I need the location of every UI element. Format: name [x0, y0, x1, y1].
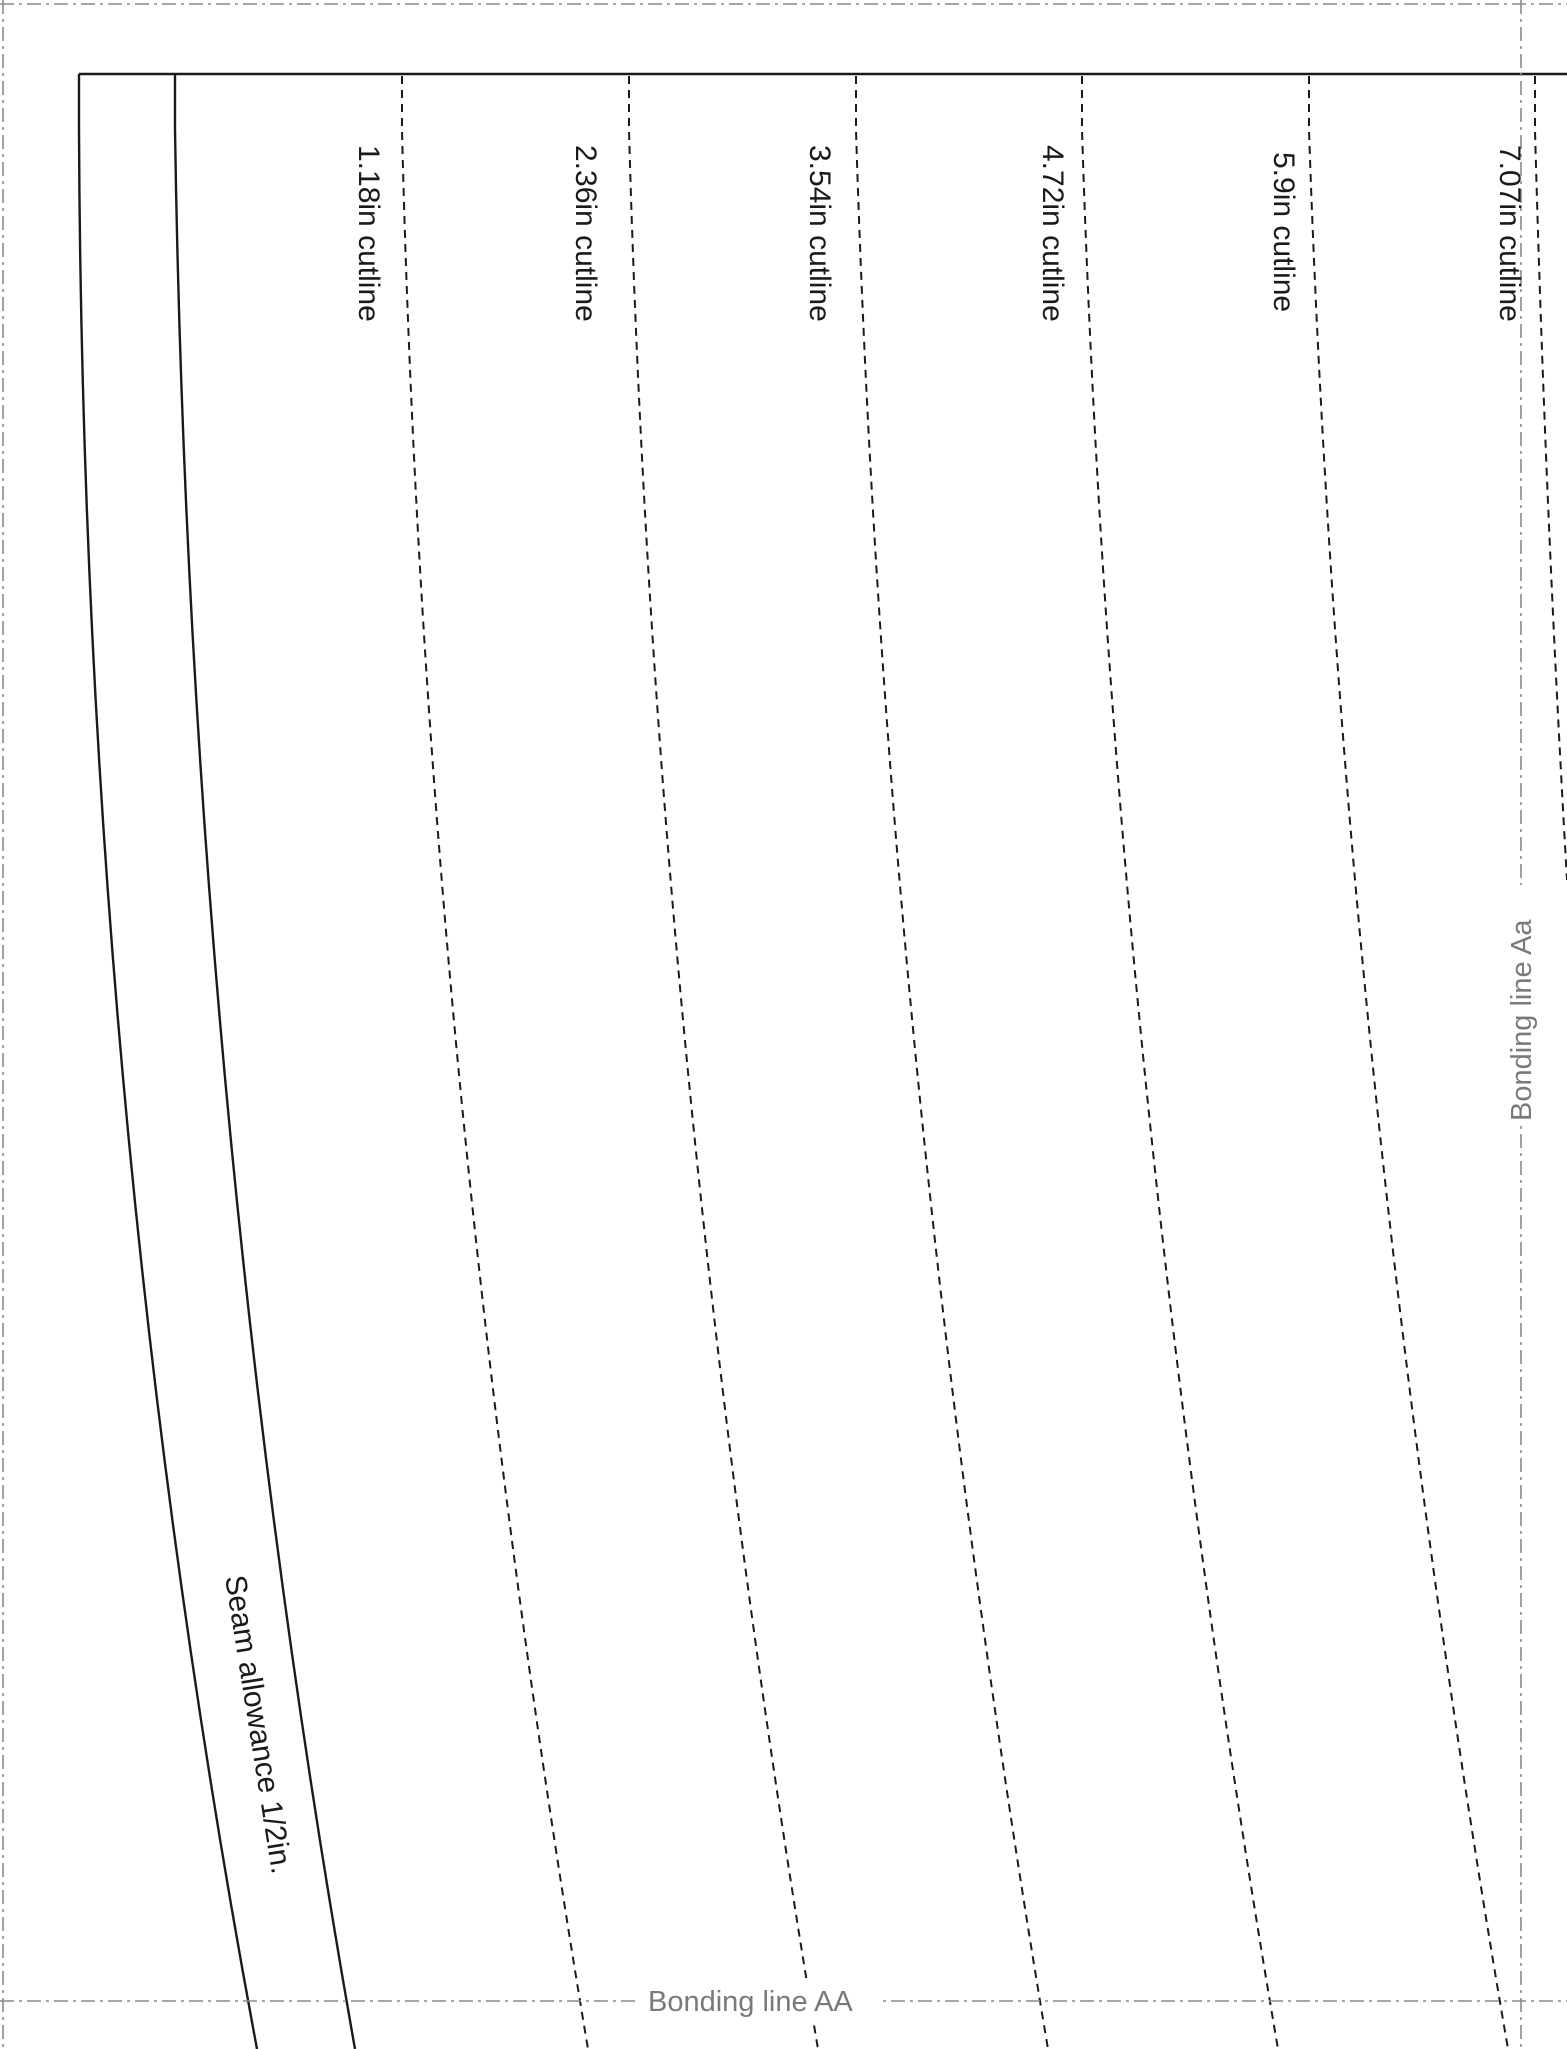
pattern-outer-edge — [79, 74, 257, 2049]
cutline-1-18in — [402, 76, 588, 2049]
cutline-4-72in — [1082, 76, 1278, 2049]
cutline-2-36in — [629, 76, 818, 2049]
cutline-label-4-72in: 4.72in cutline — [1036, 145, 1069, 322]
bonding-line-vertical-label: Bonding line Aa — [1506, 919, 1538, 1121]
cutline-label-3-54in: 3.54in cutline — [803, 145, 836, 322]
cutline-label-1-18in: 1.18in cutline — [352, 145, 385, 322]
cutline-3-54in — [856, 76, 1048, 2049]
cutline-label-7-07in: 7.07in cutline — [1493, 145, 1526, 322]
bonding-line-horizontal-label: Bonding line AA — [648, 1986, 853, 2018]
cutline-label-5-9in: 5.9in cutline — [1267, 152, 1300, 313]
cutline-5-9in — [1309, 76, 1508, 2049]
seam-allowance-label: Seam allowance 1/2in. — [218, 1572, 298, 1877]
cutline-label-2-36in: 2.36in cutline — [569, 145, 602, 322]
cutline-7-07in — [1535, 76, 1567, 880]
